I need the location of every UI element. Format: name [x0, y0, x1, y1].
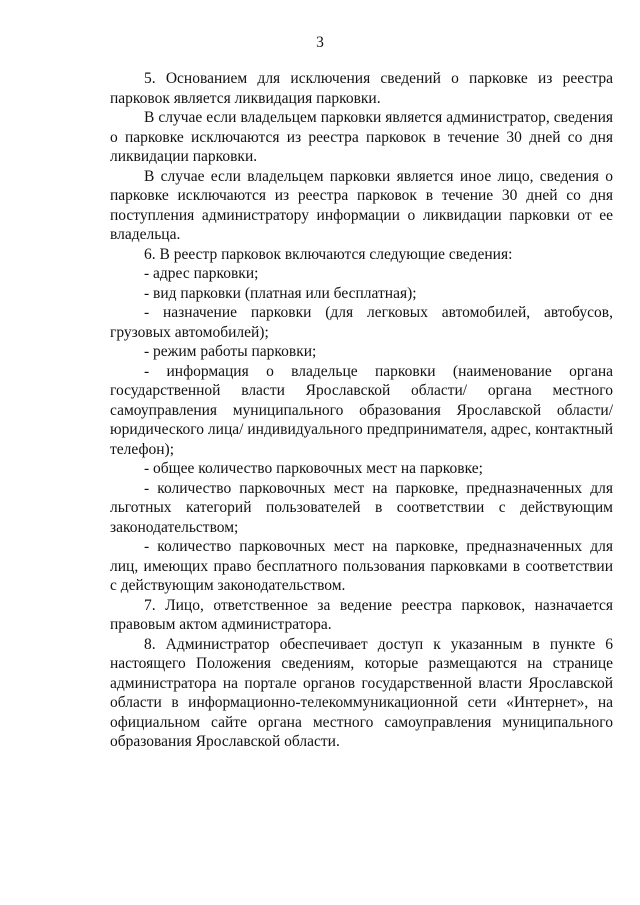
- list-item-purpose: - назначение парковки (для легковых автомобилей, автобусов, грузовых автомобилей);: [110, 304, 613, 341]
- paragraph-exclusion-basis: 5. Основанием для исключения сведений о парковке из реестра парковок является ликвидация парковки.: [110, 70, 613, 107]
- page-number: 3: [316, 34, 324, 51]
- list-item-owner-info: - информация о владельце парковки (наименование органа государственной власти Ярославской области/ органа местного самоуправления муниципального образования Ярославской области/ юридического лица/ индивидуального предпринимателя, адрес, контактный телефон);: [110, 362, 613, 458]
- paragraph-access-publication: 8. Администратор обеспечивает доступ к указанным в пункте 6 настоящего Положения сведениям, которые размещаются на странице администратора на портале органов государственной власти Ярославской области в информационно-телекоммуникационной сети «Интернет», на официальном сайте органа местного самоуправления муниципального образования Ярославской области.: [110, 635, 613, 750]
- paragraph-owner-administrator: В случае если владельцем парковки является администратор, сведения о парковке исключаются из реестра парковок в течение 30 дней со дня ликвидации парковки.: [110, 109, 613, 165]
- paragraph-responsible-person: 7. Лицо, ответственное за ведение реестра парковок, назначается правовым актом администратора.: [110, 596, 613, 633]
- list-item-free-spaces: - количество парковочных мест на парковке, предназначенных для лиц, имеющих право бесплатного пользования парковками в соответствии с действующим законодательством.: [110, 538, 613, 594]
- list-item-type: - вид парковки (платная или бесплатная);: [144, 284, 417, 302]
- paragraph-registry-contents: 6. В реестр парковок включаются следующие сведения:: [144, 245, 513, 263]
- list-item-address: - адрес парковки;: [144, 265, 259, 282]
- document-body: [110, 69, 613, 752]
- paragraph-owner-other: В случае если владельцем парковки является иное лицо, сведения о парковке исключаются из реестра парковок в течение 30 дней со дня поступления администратору информации о ликвидации парковки от ее владельца.: [110, 167, 613, 243]
- list-item-total-spaces: - общее количество парковочных мест на парковке;: [144, 460, 483, 477]
- list-item-preferential-spaces: - количество парковочных мест на парковке, предназначенных для льготных категорий пользователей в соответствии с действующим законодательством;: [110, 479, 613, 536]
- list-item-schedule: - режим работы парковки;: [144, 343, 317, 360]
